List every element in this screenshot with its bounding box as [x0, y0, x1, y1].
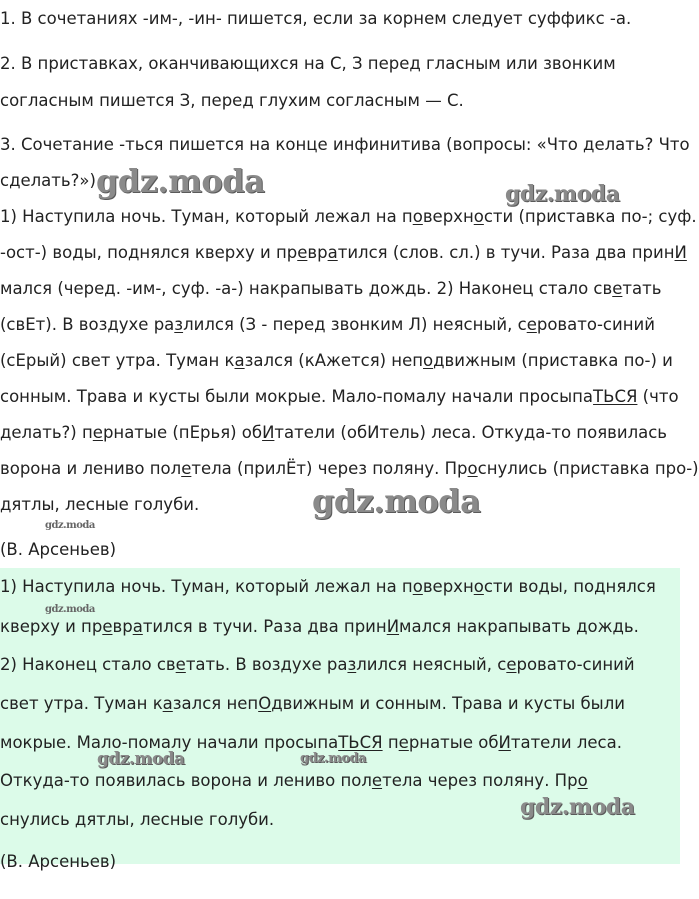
analysis-line-8: ворона и лениво полетела (прилЁт) через поляну. Проснулись (приставка про-) — [0, 459, 699, 478]
analysis-line-6: сонным. Трава и кусты были мокрые. Мало-помалу начали просыпаТЬСЯ (что — [0, 387, 679, 406]
analysis-line-5: (сЕрый) свет утра. Туман казался (кАжется) неподвижным (приставка по-) и — [0, 351, 673, 370]
rule-2-cont: согласным пишется З, перед глухим согласным — С. — [0, 91, 464, 110]
watermark-logo: gdz.moda — [45, 604, 95, 615]
rule-3: 3. Сочетание -ться пишется на конце инфинитива (вопросы: «Что делать? Что — [0, 135, 690, 154]
answer-line-5: мокрые. Мало-помалу начали просыпаТЬСЯ пернатые обИтатели леса. — [0, 733, 622, 752]
watermark-logo: gdz.moda — [97, 749, 185, 769]
rule-2: 2. В приставках, оканчивающихся на С, З перед гласным или звонким — [0, 54, 616, 73]
analysis-line-4: (свЕт). В воздухе разлился (З - перед звонким Л) неясный, серовато-синий — [0, 315, 655, 334]
analysis-line-3: мался (черед. -им-, суф. -а-) накрапывать дождь. 2) Наконец стало светать — [0, 279, 662, 298]
watermark-logo: gdz.moda — [45, 520, 95, 531]
answer-author-cut: (В. Арсеньев) — [0, 852, 117, 871]
analysis-line-1: 1) Наступила ночь. Туман, который лежал на поверхности (приставка по-; суф. — [0, 207, 697, 226]
answer-line-7: снулись дятлы, лесные голуби. — [0, 810, 275, 829]
answer-line-3: 2) Наконец стало светать. В воздухе разлился неясный, серовато-синий — [0, 655, 635, 674]
watermark-logo: gdz.moda — [505, 181, 620, 207]
analysis-line-7: делать?) пернатые (пЕрья) обИтатели (обИтель) леса. Откуда-то появилась — [0, 423, 668, 442]
answer-line-2: кверху и превратился в тучи. Раза два принИмался накрапывать дождь. — [0, 617, 639, 636]
analysis-line-9: дятлы, лесные голуби. — [0, 495, 200, 514]
rule-1: 1. В сочетаниях -им-, -ин- пишется, если за корнем следует суффикс -а. — [0, 9, 632, 28]
analysis-line-2: -ост-) воды, поднялся кверху и превратился (слов. сл.) в тучи. Раза два принИ — [0, 243, 687, 262]
answer-line-4: свет утра. Туман казался непОдвижным и сонным. Трава и кусты были — [0, 694, 625, 713]
rule-3-cont: сделать?»). — [0, 171, 102, 190]
answer-line-6: Откуда-то появилась ворона и лениво полетела через поляну. Про — [0, 771, 588, 790]
analysis-author: (В. Арсеньев) — [0, 540, 117, 559]
watermark-logo: gdz.moda — [520, 794, 635, 820]
answer-line-1: 1) Наступила ночь. Туман, который лежал на поверхности воды, поднялся — [0, 577, 656, 596]
watermark-logo: gdz.moda — [300, 751, 367, 766]
watermark-logo: gdz.moda — [96, 162, 265, 200]
watermark-logo: gdz.moda — [312, 482, 481, 520]
